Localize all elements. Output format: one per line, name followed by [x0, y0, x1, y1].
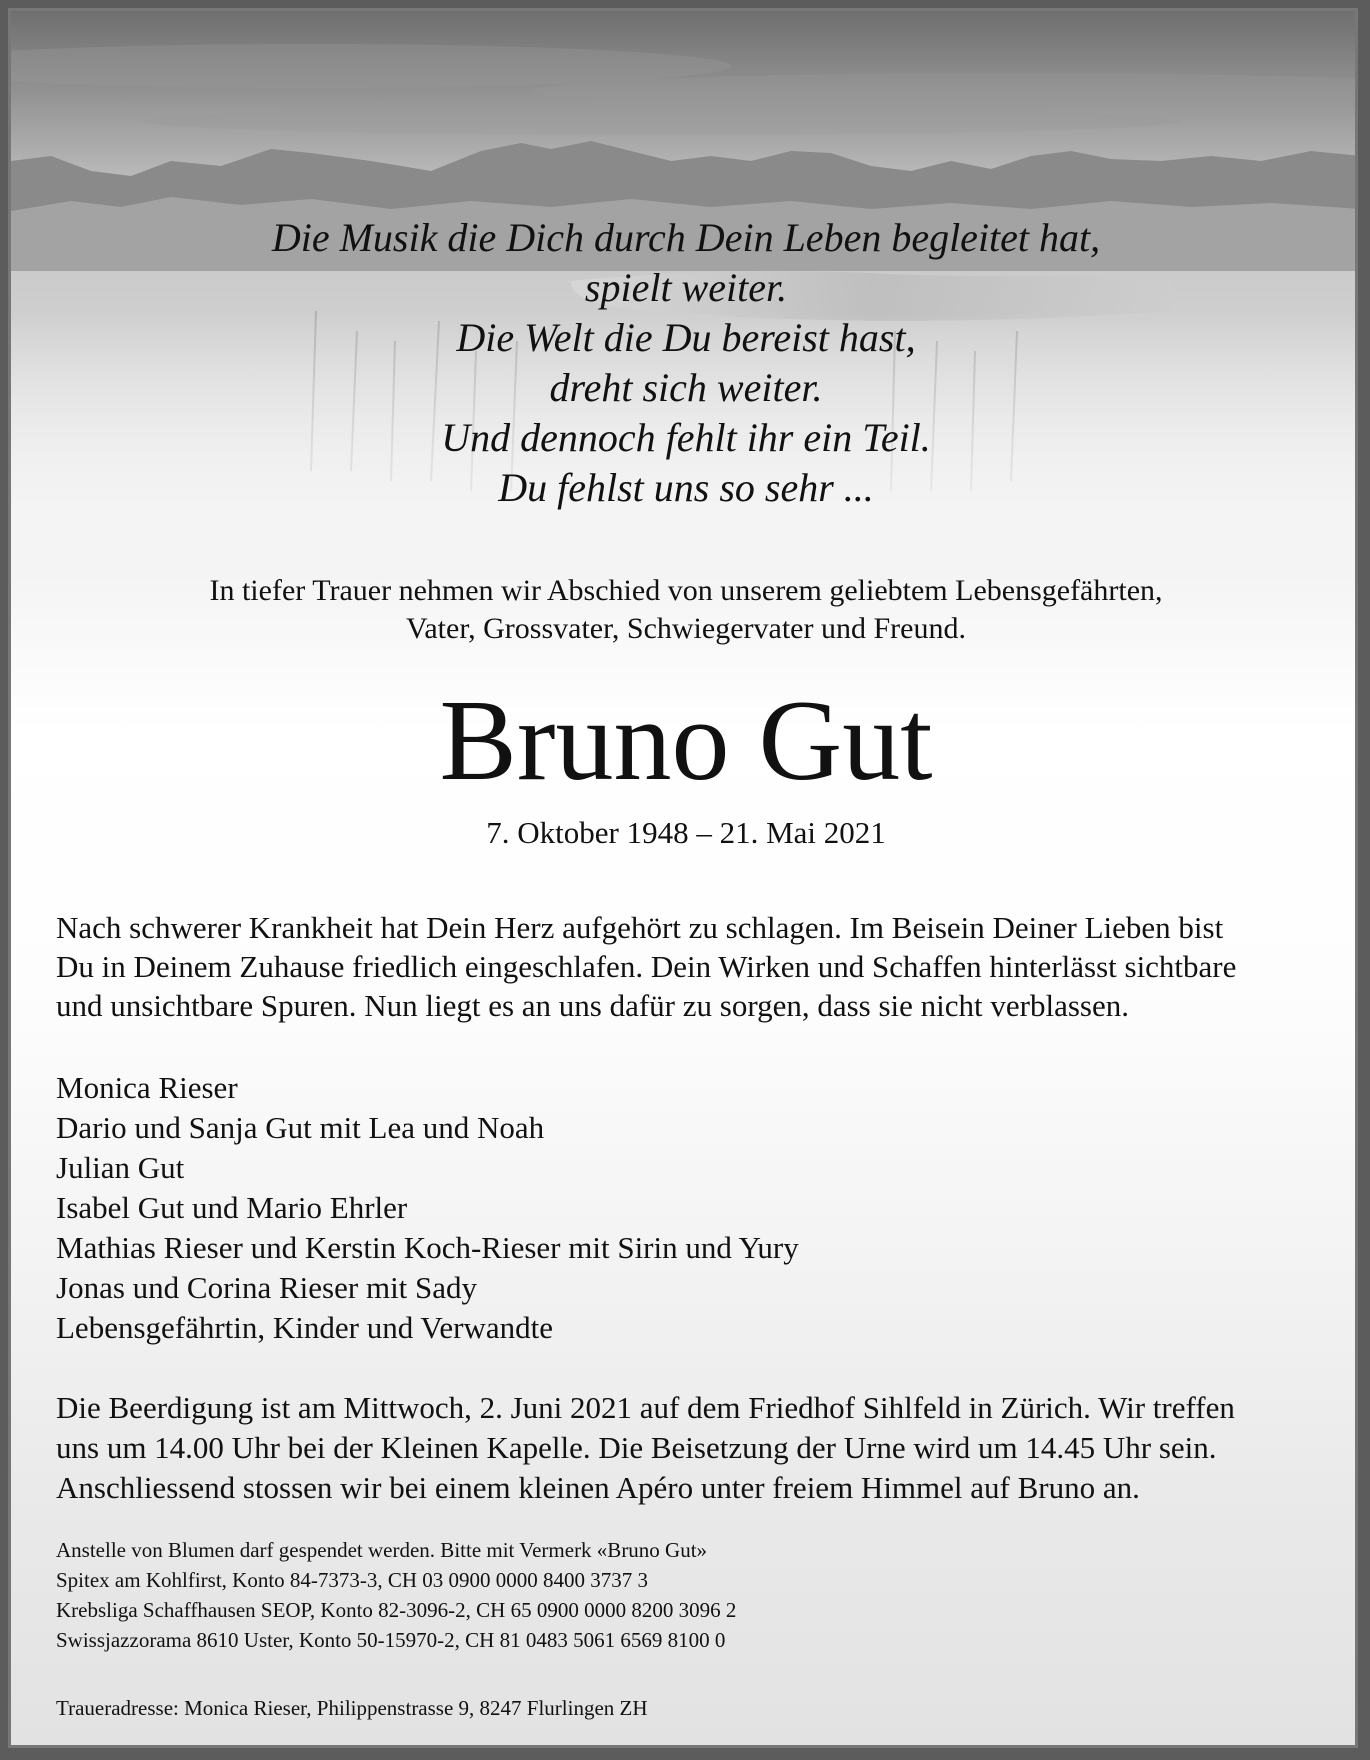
obituary-content — [11, 11, 1358, 1748]
poem-line: spielt weiter. — [584, 265, 788, 310]
mourner-entry: Lebensgefährtin, Kinder und Verwandte — [56, 1310, 553, 1345]
funeral-line: Die Beerdigung ist am Mittwoch, 2. Juni 2021 auf dem Friedhof Sihlfeld in Zürich. Wir treffen — [56, 1390, 1235, 1425]
mourner-entry: Jonas und Corina Rieser mit Sady — [56, 1270, 478, 1305]
funeral-line: Anschliessend stossen wir bei einem kleinen Apéro unter freiem Himmel auf Bruno an. — [56, 1470, 1140, 1505]
message-line: Du in Deinem Zuhause friedlich eingeschlafen. Dein Wirken und Schaffen hinterlässt sichtbare — [56, 949, 1237, 984]
intro-line: Vater, Grossvater, Schwiegervater und Freund. — [406, 612, 966, 645]
mourner-entry: Mathias Rieser und Kerstin Koch-Rieser mit Sirin und Yury — [56, 1230, 799, 1265]
poem-line: Und dennoch fehlt ihr ein Teil. — [441, 415, 931, 460]
funeral-line: uns um 14.00 Uhr bei der Kleinen Kapelle. Die Beisetzung der Urne wird um 14.45 Uhr sein. — [56, 1430, 1217, 1465]
mourner-entry: Julian Gut — [56, 1150, 185, 1185]
mourner-entry: Isabel Gut und Mario Ehrler — [56, 1190, 408, 1225]
donation-line: Anstelle von Blumen darf gespendet werden. Bitte mit Vermerk «Bruno Gut» — [56, 1538, 708, 1562]
obituary-page — [8, 8, 1358, 1748]
poem-line: Die Musik die Dich durch Dein Leben begleitet hat, — [271, 215, 1101, 260]
deceased-name: Bruno Gut — [439, 677, 933, 805]
poem-line: Die Welt die Du bereist hast, — [456, 315, 916, 360]
donation-line: Krebsliga Schaffhausen SEOP, Konto 82-3096-2, CH 65 0900 0000 8200 3096 2 — [56, 1598, 737, 1622]
mourner-entry: Dario und Sanja Gut mit Lea und Noah — [56, 1110, 545, 1145]
farewell-intro — [11, 572, 1358, 648]
life-dates: 7. Oktober 1948 – 21. Mai 2021 — [486, 815, 886, 850]
farewell-message — [56, 908, 1331, 1025]
message-line: Nach schwerer Krankheit hat Dein Herz aufgehört zu schlagen. Im Beisein Deiner Lieben bist — [56, 910, 1224, 945]
message-line: und unsichtbare Spuren. Nun liegt es an uns dafür zu sorgen, dass sie nicht verblassen. — [56, 988, 1129, 1023]
poem-line: dreht sich weiter. — [549, 365, 823, 410]
donation-info — [56, 1535, 1256, 1655]
intro-line: In tiefer Trauer nehmen wir Abschied von unserem geliebtem Lebensgefährten, — [209, 574, 1163, 607]
memorial-poem — [11, 213, 1358, 513]
funeral-details — [56, 1388, 1346, 1508]
mourners-list — [56, 1068, 1056, 1348]
poem-line: Du fehlst uns so sehr ... — [498, 465, 874, 510]
donation-line: Spitex am Kohlfirst, Konto 84-7373-3, CH 03 0900 0000 8400 3737 3 — [56, 1568, 649, 1592]
donation-line: Swissjazzorama 8610 Uster, Konto 50-15970-2, CH 81 0483 5061 6569 8100 0 — [56, 1628, 726, 1652]
mourner-entry: Monica Rieser — [56, 1070, 238, 1105]
mourning-address: Traueradresse: Monica Rieser, Philippenstrasse 9, 8247 Flurlingen ZH — [56, 1696, 648, 1720]
